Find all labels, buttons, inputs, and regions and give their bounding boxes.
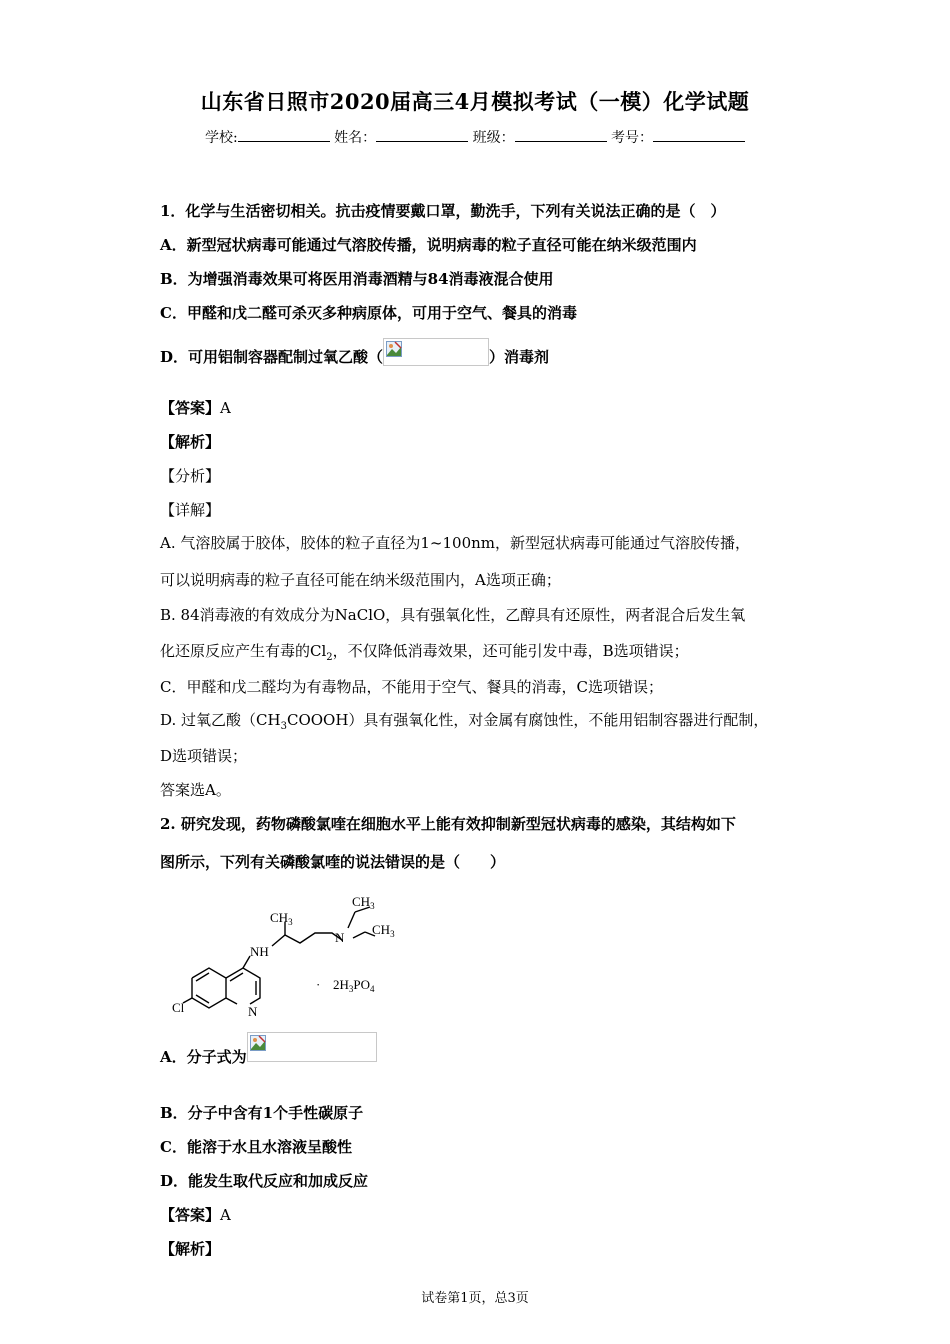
- class-blank[interactable]: [515, 127, 607, 142]
- q2-option-a: [160, 1046, 377, 1067]
- methyl-subscript: 3: [370, 901, 375, 911]
- methyl-subscript: 3: [288, 917, 293, 927]
- name-blank[interactable]: [376, 127, 468, 142]
- school-label: 学校:: [204, 130, 238, 146]
- q1-xiangjie-label: 【详解】: [160, 501, 221, 519]
- phosphate-label: [333, 977, 375, 994]
- exam-number-label: 考号：: [611, 130, 654, 146]
- subscript: 2: [326, 652, 333, 663]
- answer-value: A: [220, 399, 231, 417]
- amine-nitrogen-label: N: [335, 930, 345, 945]
- q2-option-b: B．分子中含有1个手性碳原子: [160, 1104, 364, 1122]
- explanation-text: 化还原反应产生有毒的Cl: [160, 642, 327, 660]
- page-title: 山东省日照市2020届高三4月模拟考试（一模）化学试题: [200, 89, 750, 114]
- methyl-ch: CH: [270, 910, 289, 925]
- q1-explanation-line: 可以说明病毒的粒子直径可能在纳米级范围内，A选项正确；: [160, 571, 561, 589]
- methyl-ch: CH: [372, 922, 391, 937]
- phosphate-po: PO: [353, 977, 371, 992]
- methyl-label: [352, 894, 375, 911]
- q1-explanation-line: [160, 709, 768, 732]
- q1-conclusion: 答案选A。: [160, 781, 231, 799]
- q1-stem: 1．化学与生活密切相关。抗击疫情要戴口罩，勤洗手，下列有关说法正确的是（ ）: [160, 202, 726, 220]
- q1-answer: [160, 397, 231, 418]
- q2-stem-continued: 图所示，下列有关磷酸氯喹的说法错误的是（ ）: [160, 853, 506, 871]
- page-footer: 试卷第1页，总3页: [421, 1291, 529, 1306]
- q1-explanation-line: B. 84消毒液的有效成分为NaClO，具有强氧化性，乙醇具有还原性，两者混合后发生氧: [160, 606, 746, 624]
- q1-explanation-line: A. 气溶胶属于胶体，胶体的粒子直径为1~100nm，新型冠状病毒可能通过气溶胶传播，: [160, 534, 750, 552]
- student-info-line: [0, 127, 950, 147]
- explanation-text: COOOH）具有强氧化性，对金属有腐蚀性，不能用铝制容器进行配制，: [286, 711, 769, 729]
- ring-nitrogen-label: N: [248, 1004, 258, 1019]
- class-label: 班级：: [472, 130, 515, 146]
- subscript: 3: [280, 721, 287, 732]
- broken-image-icon: [247, 1032, 377, 1062]
- phosphate-h: 2H: [333, 977, 349, 992]
- nh-label: NH: [250, 944, 269, 959]
- answer-label: 【答案】: [160, 1206, 221, 1224]
- q1-jiexi-label: 【解析】: [160, 433, 221, 451]
- q2-stem: 2. 研究发现，药物磷酸氯喹在细胞水平上能有效抑制新型冠状病毒的感染，其结构如下: [160, 815, 736, 833]
- answer-label: 【答案】: [160, 399, 221, 417]
- q1-option-d: [160, 346, 549, 367]
- name-label: 姓名：: [334, 130, 377, 146]
- q1-explanation-line: C．甲醛和戊二醛均为有毒物品，不能用于空气、餐具的消毒，C选项错误；: [160, 678, 663, 696]
- methyl-subscript: 3: [390, 929, 395, 939]
- q1-option-b: B．为增强消毒效果可将医用消毒酒精与84消毒液混合使用: [160, 270, 554, 288]
- q2-jiexi-label: 【解析】: [160, 1240, 221, 1258]
- phosphate-subscript: 4: [370, 984, 375, 994]
- methyl-label: [372, 922, 395, 939]
- q1-option-a: A．新型冠状病毒可能通过气溶胶传播，说明病毒的粒子直径可能在纳米级范围内: [160, 236, 697, 254]
- chlorine-label: Cl: [172, 1000, 185, 1015]
- q2-option-d: D．能发生取代反应和加成反应: [160, 1172, 369, 1190]
- q1-explanation-line: [160, 640, 689, 663]
- answer-value: A: [220, 1206, 231, 1224]
- school-blank[interactable]: [238, 127, 330, 142]
- q1-explanation-line: D选项错误；: [160, 747, 248, 765]
- salt-dot: ·: [316, 977, 321, 992]
- q2-option-c: C．能溶于水且水溶液呈酸性: [160, 1138, 352, 1156]
- explanation-text: D. 过氧乙酸（CH: [160, 711, 281, 729]
- q1-option-d-prefix: D．可用铝制容器配制过氧乙酸（: [160, 348, 384, 366]
- phosphate-subscript: 3: [348, 984, 354, 994]
- explanation-text: ，不仅降低消毒效果，还可能引发中毒，B选项错误；: [332, 642, 689, 660]
- broken-image-icon: [383, 338, 489, 366]
- q2-option-a-text: A．分子式为: [160, 1048, 247, 1066]
- q1-fenxi-label: 【分析】: [160, 467, 221, 485]
- methyl-ch: CH: [352, 894, 371, 909]
- q2-answer: [160, 1204, 231, 1225]
- methyl-label: [270, 910, 293, 927]
- exam-number-blank[interactable]: [653, 127, 745, 142]
- chloroquine-phosphate-structure: [170, 890, 410, 1025]
- q1-option-d-suffix: ）消毒剂: [489, 348, 550, 366]
- q1-option-c: C．甲醛和戊二醛可杀灭多种病原体，可用于空气、餐具的消毒: [160, 304, 577, 322]
